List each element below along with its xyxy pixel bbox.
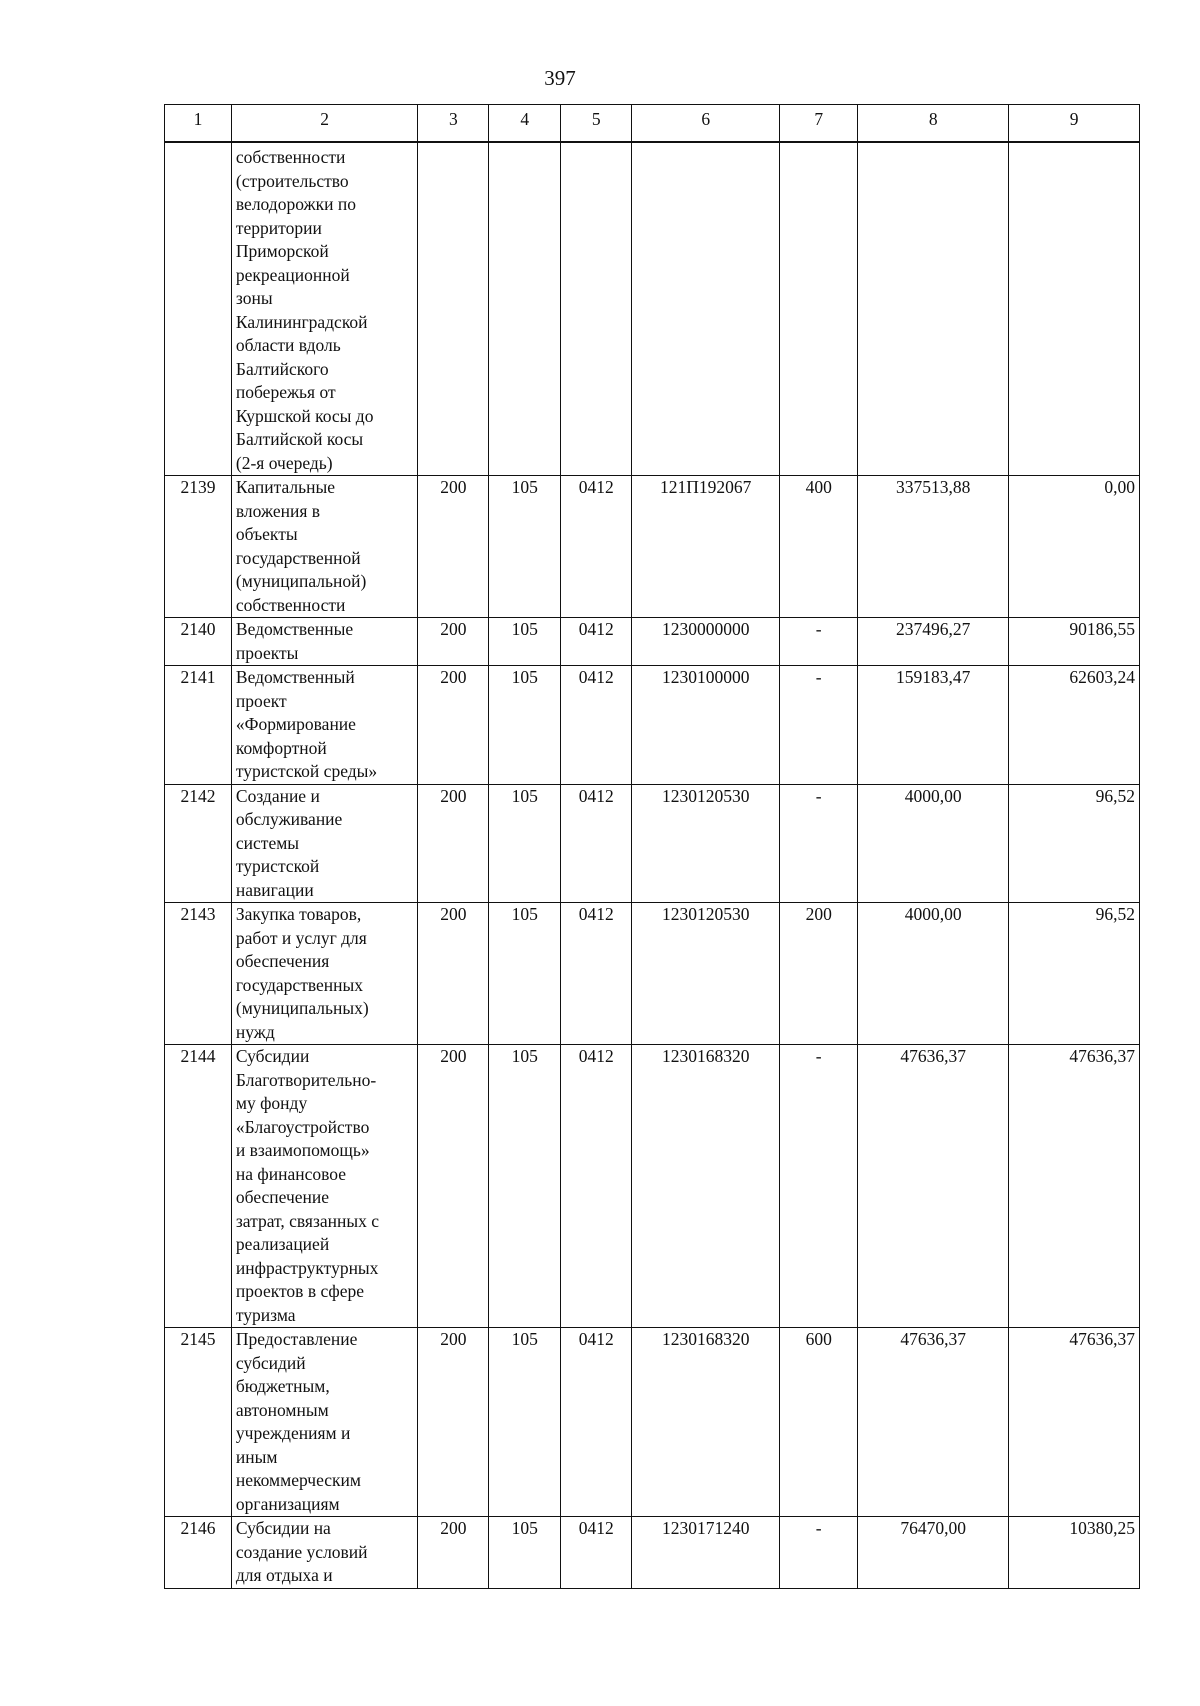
row-name-line: работ и услуг для [235,927,367,948]
header-col-6: 6 [632,105,780,143]
row-name-line: Предоставление [235,1329,358,1349]
row-number: 2140 [165,618,232,666]
col-3-value: 200 [418,476,489,618]
col-9-amount: 10380,25 [1009,1517,1140,1589]
row-name-line: субсидий [235,1352,306,1373]
row-name [231,1517,417,1589]
row-name-line: вложения в [235,500,321,521]
row-number: 2145 [165,1328,232,1517]
row-name-line: Калининградской [235,311,368,332]
row-name-line: бюджетным, [235,1376,330,1396]
header-col-8: 8 [858,105,1009,143]
col-3-value: 200 [418,903,489,1045]
row-number [165,142,232,476]
row-name-line: обеспечения [235,951,330,971]
col-5-value [561,142,632,476]
row-name [231,618,417,666]
col-8-amount: 76470,00 [858,1517,1009,1589]
row-number: 2142 [165,784,232,903]
header-col-7: 7 [780,105,858,143]
row-name-line: собственности [235,147,346,167]
col-4-value: 105 [489,1045,561,1328]
table-row [165,476,1140,618]
row-name-line: «Формирование [235,714,356,734]
row-name-line: учреждениям и [235,1423,351,1443]
table-row [165,1328,1140,1517]
row-name-line: Балтийского [235,358,329,379]
col-9-amount: 47636,37 [1009,1045,1140,1328]
col-7-value: - [780,666,858,785]
col-3-value: 200 [418,1517,489,1589]
row-name-line: инфраструктурных [235,1257,379,1278]
col-5-value: 0412 [561,1517,632,1589]
row-name [231,784,417,903]
row-name-line: велодорожки по [235,194,356,214]
col-9-amount: 90186,55 [1009,618,1140,666]
col-3-value: 200 [418,784,489,903]
row-name-line: Создание и [235,785,320,806]
col-3-value: 200 [418,618,489,666]
row-name [231,1328,417,1517]
header-row [165,105,1140,143]
row-name-line: Приморской [235,241,329,261]
col-5-value: 0412 [561,784,632,903]
table-row [165,618,1140,666]
row-name-line: территории [235,217,322,238]
row-number: 2146 [165,1517,232,1589]
header-col-2: 2 [231,105,417,143]
col-5-value: 0412 [561,476,632,618]
col-5-value: 0412 [561,618,632,666]
col-7-value: - [780,618,858,666]
row-name-line: му фонду [235,1093,308,1113]
row-name-line: туризма [235,1304,296,1325]
table-row [165,1517,1140,1589]
table-row [165,1045,1140,1328]
row-name [231,476,417,618]
col-7-value: 200 [780,903,858,1045]
row-name-line: туристской [235,856,320,876]
row-name-line: и взаимопомощь» [235,1140,370,1160]
header-col-4: 4 [489,105,561,143]
row-number: 2143 [165,903,232,1045]
col-7-value [780,142,858,476]
row-name-line: собственности [235,594,346,615]
row-name-line: проект [235,690,287,711]
row-name-line: реализацией [235,1234,330,1254]
table-row [165,903,1140,1045]
row-name-line: (строительство [235,170,349,191]
row-name-line: (2-я очередь) [235,452,333,473]
row-name-line: Благотворительно- [235,1069,377,1090]
row-number: 2144 [165,1045,232,1328]
row-name-line: государственных [235,974,364,995]
table-row [165,142,1140,476]
col-8-amount: 4000,00 [858,903,1009,1045]
col-9-amount: 47636,37 [1009,1328,1140,1517]
row-name-line: организациям [235,1493,340,1514]
row-name-line: зоны [235,288,273,308]
col-8-amount: 4000,00 [858,784,1009,903]
row-number: 2139 [165,476,232,618]
col-4-value: 105 [489,784,561,903]
row-name-line: государственной [235,547,361,568]
col-9-amount [1009,142,1140,476]
col-5-value: 0412 [561,1045,632,1328]
row-name-line: навигации [235,879,314,900]
col-3-value: 200 [418,1045,489,1328]
row-number: 2141 [165,666,232,785]
col-9-amount: 0,00 [1009,476,1140,618]
row-name-line: (муниципальных) [235,998,369,1018]
row-name-line: иным [235,1446,278,1467]
col-4-value: 105 [489,1517,561,1589]
col-8-amount [858,142,1009,476]
row-name-line: Куршской косы до [235,405,374,426]
table-row [165,666,1140,785]
col-7-value: - [780,1045,858,1328]
table-row [165,784,1140,903]
row-name [231,1045,417,1328]
row-name-line: Субсидии на [235,1518,331,1538]
col-3-value: 200 [418,666,489,785]
row-name-line: обслуживание [235,809,343,829]
budget-table [164,104,1140,1589]
col-5-value: 0412 [561,903,632,1045]
col-7-value: 600 [780,1328,858,1517]
col-7-value: - [780,784,858,903]
row-name [231,666,417,785]
header-col-1: 1 [165,105,232,143]
col-6-code: 1230168320 [632,1328,780,1517]
row-name-line: проектов в сфере [235,1281,365,1301]
col-4-value [489,142,561,476]
col-6-code: 1230168320 [632,1045,780,1328]
col-7-value: 400 [780,476,858,618]
col-6-code [632,142,780,476]
col-3-value: 200 [418,1328,489,1517]
header-col-9: 9 [1009,105,1140,143]
row-name-line: обеспечение [235,1187,330,1207]
col-4-value: 105 [489,666,561,785]
col-6-code: 121П192067 [632,476,780,618]
col-4-value: 105 [489,903,561,1045]
row-name-line: Субсидии [235,1046,310,1066]
col-9-amount: 96,52 [1009,784,1140,903]
row-name-line: (муниципальной) [235,571,367,591]
row-name-line: некоммерческим [235,1470,361,1490]
row-name-line: рекреационной [235,264,350,285]
header-col-5: 5 [561,105,632,143]
col-9-amount: 96,52 [1009,903,1140,1045]
col-4-value: 105 [489,618,561,666]
row-name-line: Закупка товаров, [235,904,362,924]
col-6-code: 1230171240 [632,1517,780,1589]
page-number: 397 [544,66,576,90]
col-4-value: 105 [489,476,561,618]
row-name-line: побережья от [235,382,336,402]
row-name-line: системы [235,832,300,853]
row-name-line: «Благоустройство [235,1116,370,1137]
row-name-line: проекты [235,642,299,663]
row-name-line: автономным [235,1399,329,1420]
row-name-line: на финансовое [235,1163,346,1184]
col-9-amount: 62603,24 [1009,666,1140,785]
table-header [165,105,1140,143]
table-body [165,142,1140,1588]
col-8-amount: 237496,27 [858,618,1009,666]
row-name-line: Ведомственные [235,619,354,639]
col-5-value: 0412 [561,1328,632,1517]
col-7-value: - [780,1517,858,1589]
col-6-code: 1230120530 [632,903,780,1045]
row-name-line: туристской среды» [235,761,378,781]
row-name-line: затрат, связанных с [235,1210,380,1231]
col-4-value: 105 [489,1328,561,1517]
col-5-value: 0412 [561,666,632,785]
col-8-amount: 47636,37 [858,1328,1009,1517]
col-6-code: 1230000000 [632,618,780,666]
row-name-line: Капитальные [235,477,335,497]
col-8-amount: 337513,88 [858,476,1009,618]
row-name [231,142,417,476]
header-col-3: 3 [418,105,489,143]
row-name-line: для отдыха и [235,1565,333,1585]
col-6-code: 1230100000 [632,666,780,785]
row-name [231,903,417,1045]
row-name-line: нужд [235,1021,275,1042]
row-name-line: комфортной [235,737,327,758]
col-3-value [418,142,489,476]
col-8-amount: 47636,37 [858,1045,1009,1328]
row-name-line: объекты [235,524,298,544]
row-name-line: области вдоль [235,335,341,355]
row-name-line: создание условий [235,1541,368,1562]
row-name-line: Балтийской косы [235,429,364,449]
row-name-line: Ведомственный [235,667,355,687]
col-8-amount: 159183,47 [858,666,1009,785]
col-6-code: 1230120530 [632,784,780,903]
